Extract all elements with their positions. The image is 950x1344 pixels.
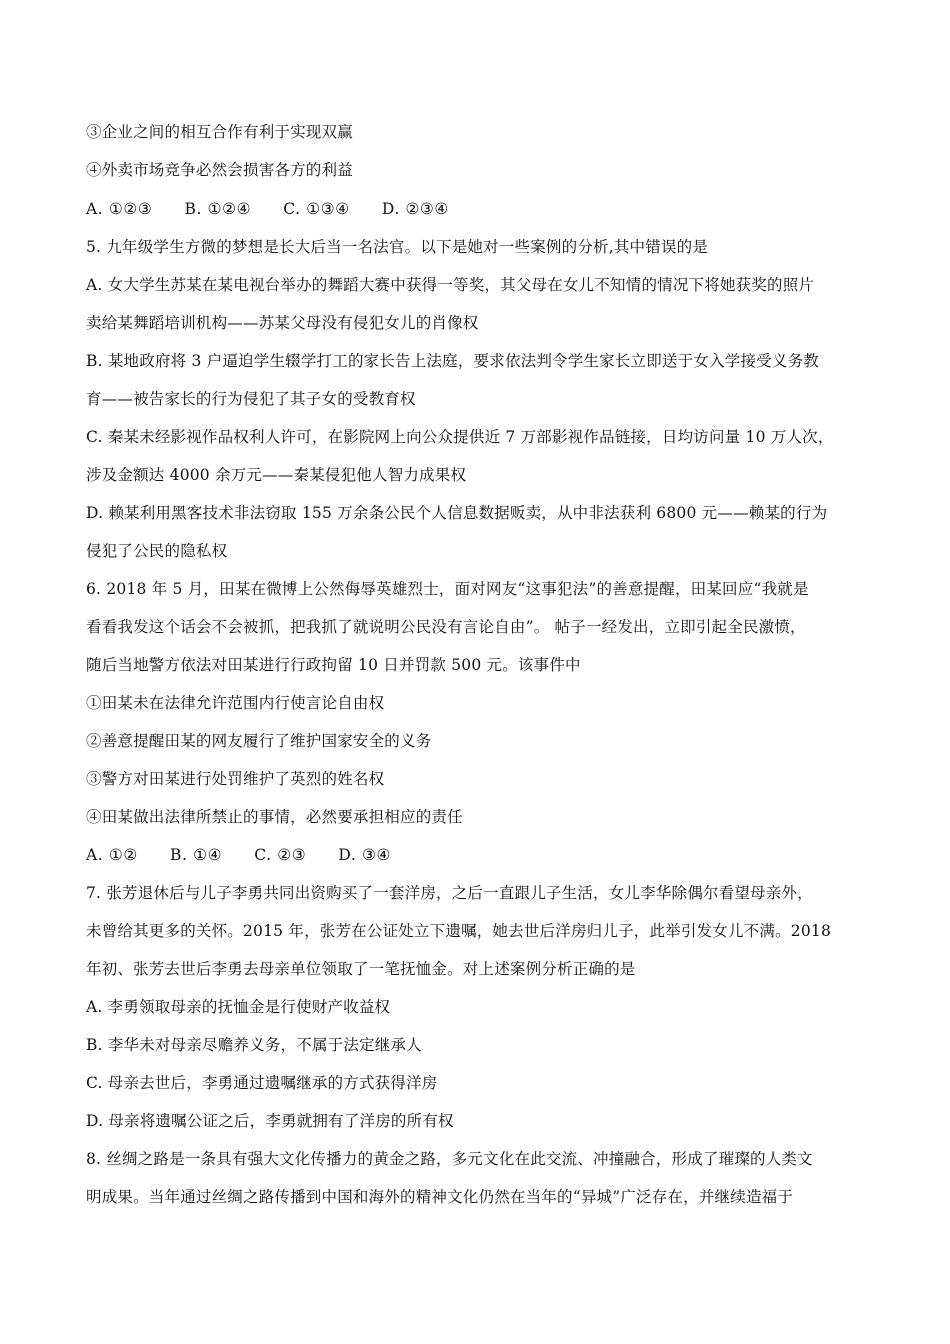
q5-option-a: A. 女大学生苏某在某电视台举办的舞蹈大赛中获得一等奖，其父母在女儿不知情的情况下将她获奖的照片 [86, 276, 815, 294]
answer-choices-q6: A. ①② B. ①④ C. ②③ D. ③④ [86, 846, 391, 864]
q5-option-d-cont: 侵犯了公民的隐私权 [86, 542, 228, 560]
q5-option-c: C. 秦某未经影视作品权利人许可，在影院网上向公众提供近 7 万部影视作品链接，日均访问量 10 万人次， [86, 428, 834, 446]
question-7-stem-cont: 未曾给其更多的关怀。2015 年，张芳在公证处立下遗嘱，她去世后洋房归儿子，此举引发女儿不满。2018 [86, 922, 832, 940]
q7-option-c: C. 母亲去世后，李勇通过遗嘱继承的方式获得洋房 [86, 1074, 438, 1092]
q5-option-a-cont: 卖给某舞蹈培训机构——苏某父母没有侵犯女儿的肖像权 [86, 314, 479, 332]
option-statement-3: ③企业之间的相互合作有利于实现双赢 [86, 123, 353, 141]
question-8-stem: 8. 丝绸之路是一条具有强大文化传播力的黄金之路，多元文化在此交流、冲撞融合，形成了璀璨的人类文 [86, 1150, 813, 1168]
answer-choices-q4: A. ①②③ B. ①②④ C. ①③④ D. ②③④ [86, 200, 449, 218]
q6-statement-1: ①田某未在法律允许范围内行使言论自由权 [86, 694, 385, 712]
question-7-stem: 7. 张芳退休后与儿子李勇共同出资购买了一套洋房，之后一直跟儿子生活，女儿李华除偶尔看望母亲外， [86, 884, 813, 902]
question-8-stem-cont: 明成果。当年通过丝绸之路传播到中国和海外的精神文化仍然在当年的“异城”广泛存在，并继续造福于 [86, 1188, 794, 1206]
question-5-stem: 5. 九年级学生方微的梦想是长大后当一名法官。以下是她对一些案例的分析,其中错误的是 [86, 238, 709, 256]
q7-option-a: A. 李勇领取母亲的抚恤金是行使财产收益权 [86, 998, 391, 1016]
q6-statement-3: ③警方对田某进行处罚维护了英烈的姓名权 [86, 770, 385, 788]
question-6-stem: 6. 2018 年 5 月，田某在微博上公然侮辱英雄烈士，面对网友“这事犯法”的善意提醒，田某回应“我就是 [86, 580, 809, 598]
q7-option-b: B. 李华未对母亲尽赡养义务，不属于法定继承人 [86, 1036, 422, 1054]
q5-option-b-cont: 育——被告家长的行为侵犯了其子女的受教育权 [86, 390, 416, 408]
q6-statement-2: ②善意提醒田某的网友履行了维护国家安全的义务 [86, 732, 432, 750]
q5-option-c-cont: 涉及金额达 4000 余万元——秦某侵犯他人智力成果权 [86, 466, 467, 484]
q5-option-d: D. 赖某利用黑客技术非法窃取 155 万余条公民个人信息数据贩卖，从中非法获利 6800 元——赖某的行为 [86, 504, 828, 522]
option-statement-4: ④外卖市场竞争必然会损害各方的利益 [86, 161, 353, 179]
question-6-stem-end: 随后当地警方依法对田某进行行政拘留 10 日并罚款 500 元。该事件中 [86, 656, 581, 674]
question-6-stem-cont: 看看我发这个话会不会被抓，把我抓了就说明公民没有言论自由”。 帖子一经发出，立即引起全民激愤， [86, 618, 806, 636]
q5-option-b: B. 某地政府将 3 户逼迫学生辍学打工的家长告上法庭，要求依法判令学生家长立即送于女入学接受义务教 [86, 352, 819, 370]
q7-option-d: D. 母亲将遗嘱公证之后，李勇就拥有了洋房的所有权 [86, 1112, 454, 1130]
question-7-stem-end: 年初、张芳去世后李勇去母亲单位领取了一笔抚恤金。对上述案例分析正确的是 [86, 960, 636, 978]
q6-statement-4: ④田某做出法律所禁止的事情，必然要承担相应的责任 [86, 808, 463, 826]
